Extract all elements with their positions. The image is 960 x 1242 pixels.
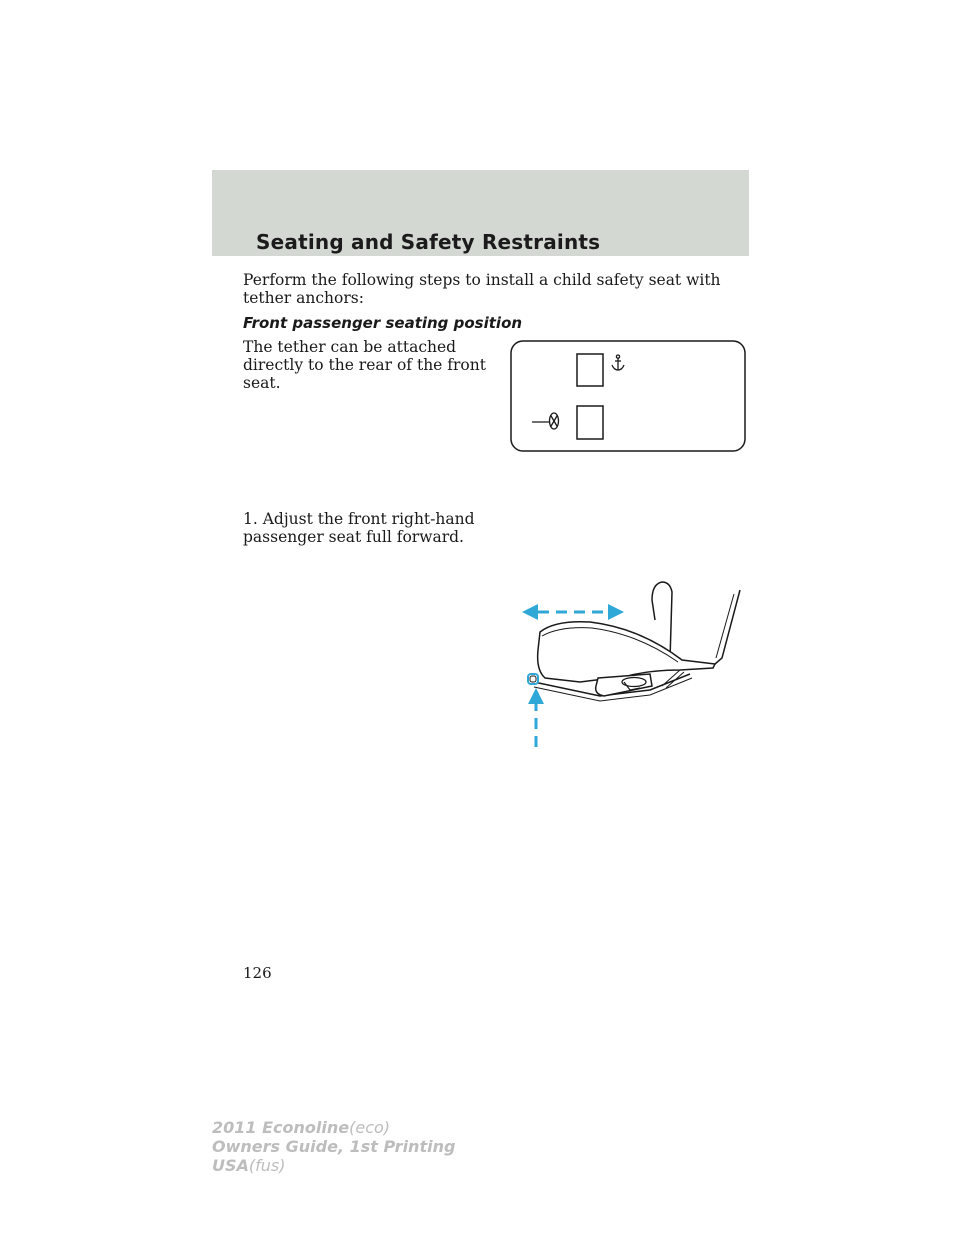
anchor-location-diagram <box>510 340 746 452</box>
footer-edition: Owners Guide, 1st Printing <box>212 1137 456 1156</box>
page-number: 126 <box>243 964 272 982</box>
forward-back-arrow-icon <box>522 604 624 620</box>
intro-paragraph: Perform the following steps to install a child safety seat with tether anchors: <box>243 271 721 307</box>
section-title: Seating and Safety Restraints <box>256 230 601 254</box>
footer-market-code: (fus) <box>248 1156 286 1175</box>
footer-market: USA <box>212 1156 249 1175</box>
subheading: Front passenger seating position <box>243 314 523 332</box>
up-arrow-icon <box>528 688 544 752</box>
seat-adjustment-diagram <box>500 570 750 755</box>
step-1-text: 1. Adjust the front right-hand passenger seat full forward. <box>243 510 475 546</box>
footer-model-code: (eco) <box>349 1118 391 1137</box>
tether-paragraph: The tether can be attached directly to the rear of the front seat. <box>243 338 486 392</box>
footer-print-info <box>212 1118 455 1175</box>
footer-model: 2011 Econoline <box>212 1118 350 1137</box>
